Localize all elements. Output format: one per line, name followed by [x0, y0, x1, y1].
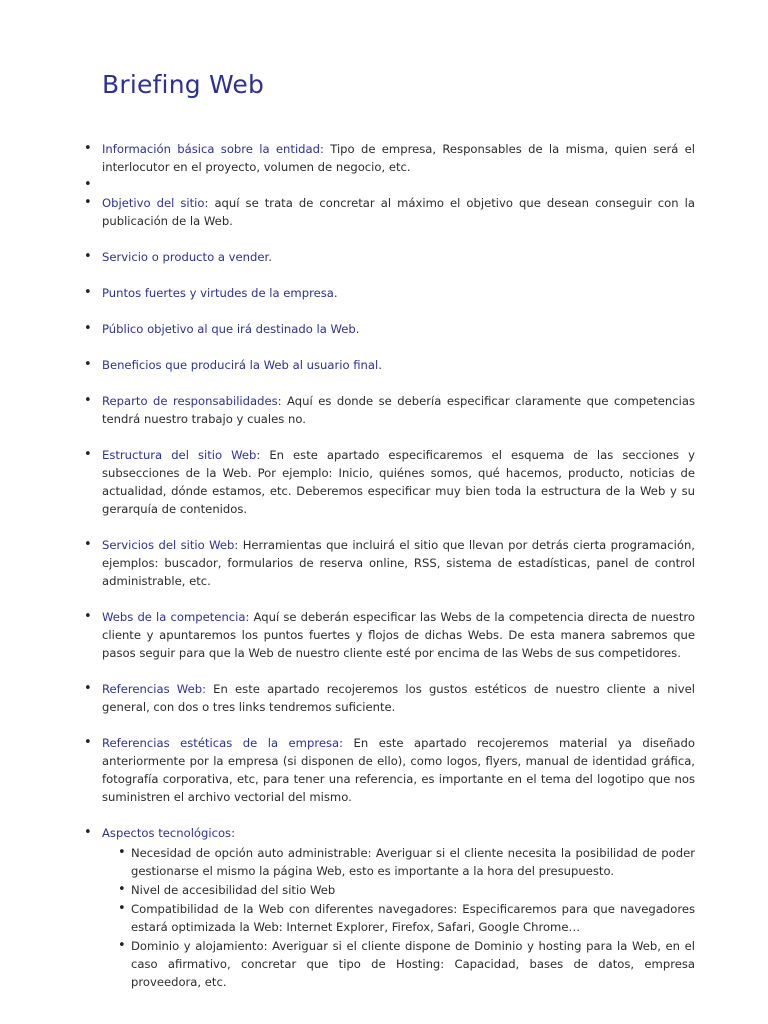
list-item — [102, 356, 695, 374]
list-item — [102, 608, 695, 662]
item-label: Puntos fuertes y virtudes de la empresa — [102, 286, 334, 300]
item-label: Referencias estéticas de la empresa: — [102, 736, 344, 750]
list-item — [102, 320, 695, 338]
item-text: . — [355, 322, 360, 336]
sub-list-item: • Compatibilidad de la Web con diferentes navegadores: Especificaremos para que navegadores estará optimizada la Web: Internet Explorer, Firefox, Safari, Google Chrome… — [131, 900, 695, 936]
list-item — [102, 284, 695, 302]
item-text: En este apartado especificaremos el esquema de las secciones y subsecciones de la Web. Por ejemplo: Inicio, quiénes somos, qué hacemos, producto, noticias de actualidad, dónde estamos, etc. Deberemos especificar muy bien toda la estructura de la Web y su gerarquía de contenidos. — [102, 448, 695, 516]
sub-list-item: • Dominio y alojamiento: Averiguar si el cliente dispone de Dominio y hosting para la Web, en el caso afirmativo, concretar que tipo de Hosting: Capacidad, bases de datos, empresa proveedora, etc. — [131, 937, 695, 991]
item-text: . — [268, 250, 272, 264]
item-text: Herramientas que incluirá el sitio que llevan por detrás cierta programación, ejemplos: buscador, formularios de reserva online, RSS, sistema de estadísticas, panel de control administrable, etc. — [102, 538, 695, 588]
item-label: Reparto de responsabilidades: — [102, 394, 282, 408]
item-label: Servicios del sitio Web: — [102, 538, 239, 552]
empty-list-item — [102, 176, 695, 194]
item-text: . — [378, 358, 382, 372]
item-text: En este apartado recojeremos los gustos estéticos de nuestro cliente a nivel general, con dos o tres links tendremos suficiente. — [102, 682, 695, 714]
item-text: Aquí se deberán especificar las Webs de la competencia directa de nuestro cliente y apuntaremos los puntos fuertes y flojos de dichas Webs. De esta manera sabremos que pasos seguir para que la Web de nuestro cliente esté por encima de las Webs de sus competidores. — [102, 610, 696, 660]
item-label: Objetivo del sitio: — [102, 196, 209, 210]
list-item — [102, 140, 695, 176]
item-label: Información básica sobre la entidad: — [102, 142, 324, 156]
item-text: Tipo de empresa, Responsables de la misma, quien será el interlocutor en el proyecto, volumen de negocio, etc. — [102, 142, 695, 174]
list-item — [102, 680, 695, 716]
list-item — [102, 536, 695, 590]
sub-list-item: • Nivel de accesibilidad del sitio Web — [131, 881, 695, 899]
item-text: En este apartado recojeremos material ya diseñado anteriormente por la empresa (si disponen de ello), como logos, flyers, manual de identidad gráfica, fotografía corporativa, etc, para tener una referencia, es importante en el tema del logotipo que nos suministren el archivo vectorial del mismo. — [102, 736, 695, 804]
item-label: Webs de la competencia: — [102, 610, 250, 624]
item-label: Aspectos tecnológicos: — [102, 826, 236, 840]
item-text: aquí se trata de concretar al máximo el objetivo que desean conseguir con la publicación de la Web. — [102, 196, 695, 228]
item-label: Estructura del sitio Web: — [102, 448, 261, 462]
sub-list-item: • Necesidad de opción auto administrable: Averiguar si el cliente necesita la posibilidad de poder gestionarse el mismo la página Web, esto es importante a la hora del presupuesto. — [131, 844, 695, 880]
briefing-list — [102, 140, 695, 992]
list-item — [102, 194, 695, 230]
item-label: Beneficios que producirá la Web al usuario final — [102, 358, 379, 372]
tech-sublist — [102, 844, 695, 991]
item-label: Servicio o producto a vender — [102, 250, 269, 264]
page-title: Briefing Web — [102, 70, 265, 99]
item-label: Público objetivo al que irá destinado la Web — [102, 322, 356, 336]
list-item — [102, 248, 695, 266]
list-item — [102, 824, 695, 991]
list-item — [102, 392, 695, 428]
list-item — [102, 446, 695, 518]
item-label: Referencias Web: — [102, 682, 206, 696]
list-item — [102, 734, 695, 806]
item-text: . — [333, 286, 338, 300]
item-text: Aquí es donde se debería especificar claramente que competencias tendrá nuestro trabajo y cuales no. — [102, 394, 695, 426]
